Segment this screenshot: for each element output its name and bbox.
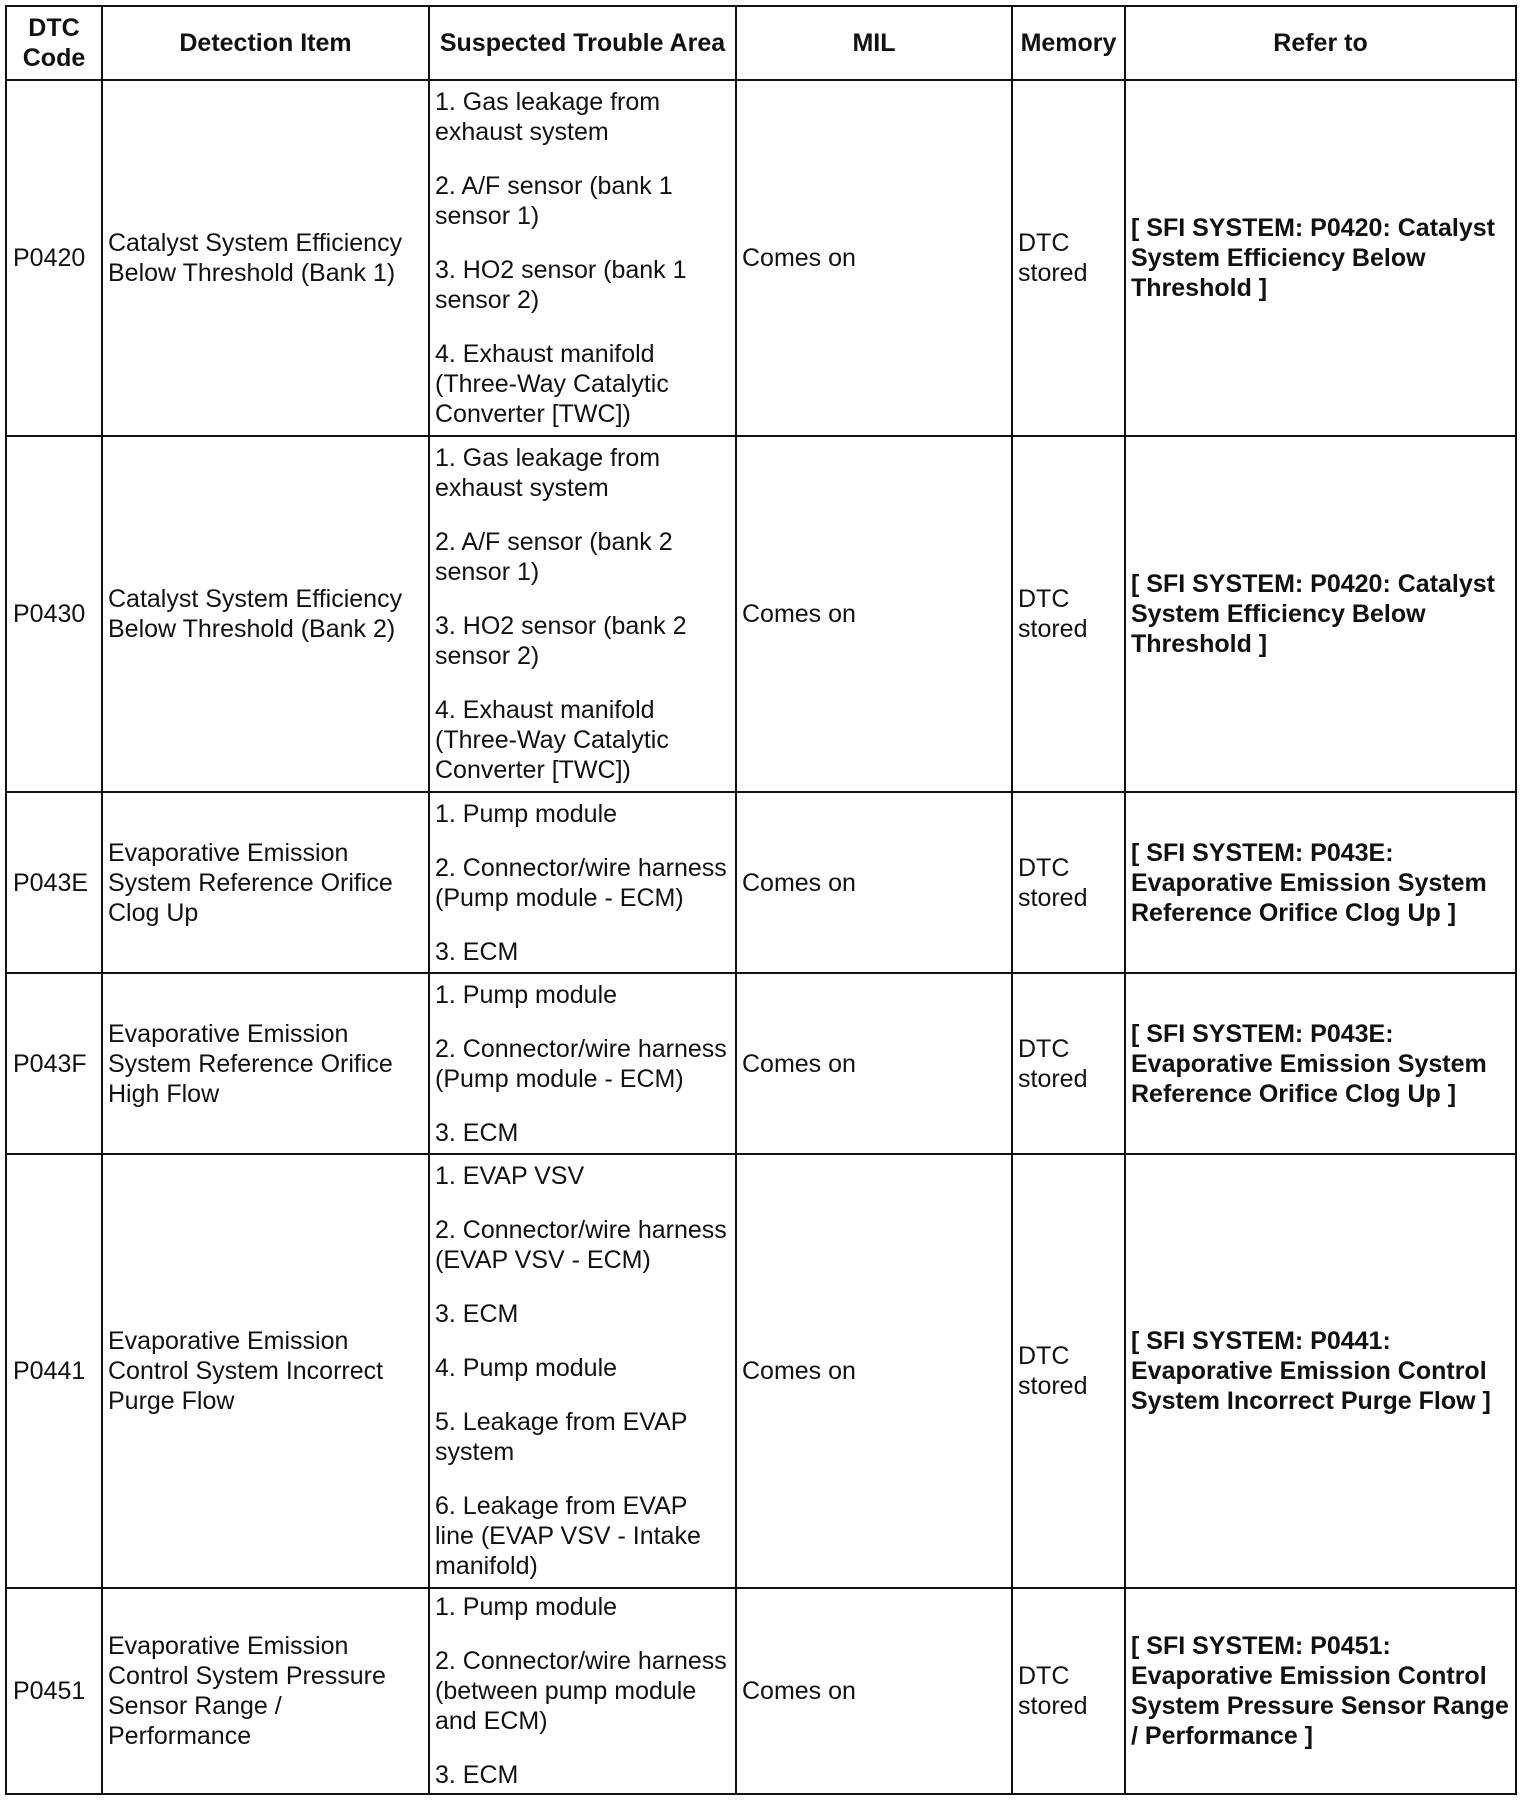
table-header-row (6, 6, 1516, 80)
mil-cell: Comes on (736, 1154, 1012, 1588)
refer-to-link[interactable]: [ SFI SYSTEM: P043E: Evaporative Emission System Reference Orifice Clog Up ] (1125, 973, 1516, 1154)
trouble-area-item: 1. Gas leakage from exhaust system (435, 88, 661, 146)
detection-item-cell: Evaporative Emission Control System Incorrect Purge Flow (102, 1154, 429, 1588)
trouble-area-item: 3. HO2 sensor (bank 1 sensor 2) (435, 256, 687, 314)
mil-cell: Comes on (736, 1588, 1012, 1794)
trouble-area-item: 3. ECM (435, 1761, 519, 1789)
dtc-code-cell: P0430 (6, 436, 102, 792)
header-refer-to: Refer to (1125, 6, 1516, 80)
header-memory: Memory (1012, 6, 1125, 80)
trouble-area-cell (429, 792, 736, 973)
trouble-area-item: 4. Exhaust manifold (Three-Way Catalytic Converter [TWC]) (435, 340, 669, 428)
table-row (6, 1588, 1516, 1794)
dtc-code-cell: P0420 (6, 80, 102, 436)
table-row (6, 973, 1516, 1154)
mil-cell: Comes on (736, 973, 1012, 1154)
memory-cell: DTC stored (1012, 973, 1125, 1154)
refer-to-link[interactable]: [ SFI SYSTEM: P0420: Catalyst System Efficiency Below Threshold ] (1125, 80, 1516, 436)
trouble-area-item: 3. ECM (435, 1118, 519, 1147)
trouble-area-item: 1. Gas leakage from exhaust system (435, 444, 661, 502)
trouble-area-item: 2. Connector/wire harness (Pump module - ECM) (435, 1034, 727, 1093)
table-row (6, 436, 1516, 792)
trouble-area-item: 6. Leakage from EVAP line (EVAP VSV - Intake manifold) (435, 1492, 701, 1580)
trouble-area-item: 1. Pump module (435, 799, 618, 828)
dtc-code-cell: P0451 (6, 1588, 102, 1794)
memory-cell: DTC stored (1012, 80, 1125, 436)
trouble-area-cell (429, 1588, 736, 1794)
dtc-table (5, 5, 1517, 1795)
mil-cell: Comes on (736, 80, 1012, 436)
refer-to-link[interactable]: [ SFI SYSTEM: P0420: Catalyst System Efficiency Below Threshold ] (1125, 436, 1516, 792)
table-row (6, 80, 1516, 436)
trouble-area-item: 3. ECM (435, 1300, 519, 1328)
refer-to-link[interactable]: [ SFI SYSTEM: P043E: Evaporative Emission System Reference Orifice Clog Up ] (1125, 792, 1516, 973)
table-row (6, 1154, 1516, 1588)
dtc-code-cell: P043E (6, 792, 102, 973)
header-suspected-trouble-area: Suspected Trouble Area (429, 6, 736, 80)
trouble-area-item: 1. Pump module (435, 980, 618, 1009)
trouble-area-item: 1. EVAP VSV (435, 1162, 585, 1190)
trouble-area-item: 2. Connector/wire harness (EVAP VSV - ECM) (435, 1216, 727, 1274)
trouble-area-cell (429, 80, 736, 436)
trouble-area-item: 2. Connector/wire harness (Pump module - ECM) (435, 853, 727, 912)
dtc-code-cell: P043F (6, 973, 102, 1154)
trouble-area-item: 5. Leakage from EVAP system (435, 1408, 688, 1466)
trouble-area-item: 3. ECM (435, 937, 519, 966)
trouble-area-cell (429, 973, 736, 1154)
trouble-area-item: 1. Pump module (435, 1593, 618, 1621)
memory-cell: DTC stored (1012, 436, 1125, 792)
mil-cell: Comes on (736, 436, 1012, 792)
trouble-area-item: 4. Pump module (435, 1354, 618, 1382)
memory-cell: DTC stored (1012, 1588, 1125, 1794)
header-mil: MIL (736, 6, 1012, 80)
refer-to-link[interactable]: [ SFI SYSTEM: P0441: Evaporative Emission Control System Incorrect Purge Flow ] (1125, 1154, 1516, 1588)
detection-item-cell: Evaporative Emission System Reference Orifice Clog Up (102, 792, 429, 973)
trouble-area-item: 2. A/F sensor (bank 1 sensor 1) (435, 172, 673, 230)
memory-cell: DTC stored (1012, 792, 1125, 973)
dtc-code-cell: P0441 (6, 1154, 102, 1588)
trouble-area-item: 2. A/F sensor (bank 2 sensor 1) (435, 528, 673, 586)
trouble-area-cell (429, 436, 736, 792)
table-row (6, 792, 1516, 973)
detection-item-cell: Evaporative Emission System Reference Orifice High Flow (102, 973, 429, 1154)
header-detection-item: Detection Item (102, 6, 429, 80)
memory-cell: DTC stored (1012, 1154, 1125, 1588)
trouble-area-item: 2. Connector/wire harness (between pump module and ECM) (435, 1647, 727, 1735)
detection-item-cell: Catalyst System Efficiency Below Threshold (Bank 1) (102, 80, 429, 436)
trouble-area-cell (429, 1154, 736, 1588)
detection-item-cell: Catalyst System Efficiency Below Threshold (Bank 2) (102, 436, 429, 792)
trouble-area-item: 3. HO2 sensor (bank 2 sensor 2) (435, 612, 687, 670)
header-dtc-code: DTC Code (6, 6, 102, 80)
refer-to-link[interactable]: [ SFI SYSTEM: P0451: Evaporative Emission Control System Pressure Sensor Range / Performance ] (1125, 1588, 1516, 1794)
mil-cell: Comes on (736, 792, 1012, 973)
detection-item-cell: Evaporative Emission Control System Pressure Sensor Range / Performance (102, 1588, 429, 1794)
trouble-area-item: 4. Exhaust manifold (Three-Way Catalytic Converter [TWC]) (435, 696, 669, 784)
